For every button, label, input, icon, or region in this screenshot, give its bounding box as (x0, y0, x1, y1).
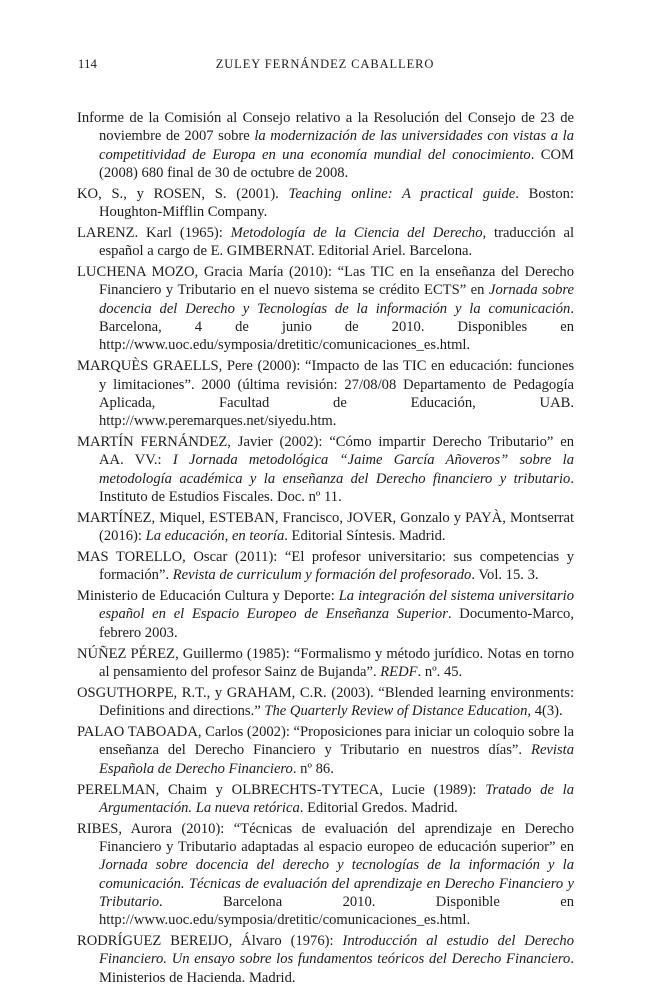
reference-text: . Vol. 15. 3. (471, 567, 539, 584)
reference-entry (77, 357, 574, 430)
reference-entry (77, 684, 574, 721)
reference-text: MARTÍN FERNÁNDEZ, Javier (2002): “Cómo impartir Derecho Tributario” en AA. VV.: (77, 434, 574, 469)
reference-text: PERELMAN, Chaim y OLBRECHTS-TYTECA, Lucie (1989): (77, 781, 486, 798)
reference-entry (77, 723, 574, 778)
reference-entry (77, 781, 574, 818)
reference-text: . Editorial Síntesis. Madrid. (284, 528, 446, 545)
reference-text: LUCHENA MOZO, Gracia María (2010): “Las TIC en la enseñanza del Derecho Financiero y Tributario en el nuevo sistema se crédito ECTS” en (77, 264, 574, 299)
reference-entry (77, 263, 574, 354)
reference-title-italic: I Jornada metodológica “Jaime García Añoveros” sobre la metodología académica y la enseñanza del Derecho financiero y tributario (99, 452, 574, 487)
reference-text: . COM (2008) 680 final de 30 de octubre de 2008. (99, 146, 574, 181)
reference-text: . Boston: Houghton-Mifflin Company. (99, 185, 574, 221)
reference-text: MAS TORELLO, Oscar (2011): “El profesor universitario: sus competencias y formación”. (77, 548, 574, 584)
reference-title-italic: La educación, en teoría (145, 528, 285, 545)
reference-title-italic: The Quarterly Review of Distance Education (264, 703, 528, 720)
reference-text: . Ministerios de Hacienda. Madrid. (99, 951, 574, 986)
reference-title-italic: Revista Española de Derecho Financiero (99, 742, 574, 777)
reference-title-italic: Metodología de la Ciencia del Derecho (230, 224, 483, 241)
reference-text: Ministerio de Educación Cultura y Deporte: (77, 588, 339, 605)
reference-title-italic: La integración del sistema universitario español en el Espacio Europeo de Enseñanza Superior (99, 588, 574, 623)
reference-entry (77, 645, 574, 682)
running-head: ZULEY FERNÁNDEZ CABALLERO (215, 57, 435, 71)
reference-title-italic: REDF (380, 663, 418, 680)
reference-entry (77, 820, 574, 930)
reference-text: . Documento-Marco, febrero 2003. (99, 606, 574, 641)
reference-title-italic: Tratado de la Argumentación. La nueva retórica (99, 781, 574, 816)
reference-text: . nº 86. (292, 760, 334, 777)
reference-text: . nº. 45. (417, 663, 463, 680)
reference-entry (77, 185, 574, 222)
reference-entry (77, 224, 574, 261)
reference-text: , 4(3). (527, 703, 563, 720)
reference-list (77, 109, 574, 990)
reference-text: NÚÑEZ PÉREZ, Guillermo (1985): “Formalismo y método jurídico. Notas en torno al pensamiento del profesor Sainz de Bujanda”. (77, 645, 574, 680)
reference-text: . Editorial Gredos. Madrid. (299, 799, 458, 816)
reference-title-italic: Introducción al estudio del Derecho Financiero. Un ensayo sobre los fundamentos teóricos del Derecho Financiero (99, 933, 574, 968)
reference-entry (77, 509, 574, 546)
reference-title-italic: Teaching online: A practical guide (288, 185, 516, 202)
reference-text: RIBES, Aurora (2010): “Técnicas de evaluación del aprendizaje en Derecho Financiero y Tributario adaptadas al espacio europeo de educación superior” en (77, 820, 574, 855)
reference-text: PALAO TABOADA, Carlos (2002): “Proposiciones para iniciar un coloquio sobre la enseñanza del Derecho Financiero y Tributario en nuestros días”. (77, 724, 574, 759)
page-number: 114 (78, 57, 98, 71)
reference-text: , traducción al español a cargo de E. GIMBERNAT. Editorial Ariel. Barcelona. (99, 224, 574, 260)
page-header (78, 57, 572, 75)
reference-text: OSGUTHORPE, R.T., y GRAHAM, C.R. (2003). “Blended learning environments: Definitions and directions.” (77, 684, 574, 720)
reference-text: RODRÍGUEZ BEREIJO, Álvaro (1976): (77, 933, 343, 950)
reference-text: MARTÍNEZ, Miquel, ESTEBAN, Francisco, JOVER, Gonzalo y PAYÀ, Montserrat (2016): (77, 509, 574, 545)
reference-text: Informe de la Comisión al Consejo relativo a la Resolución del Consejo de 23 de noviembre de 2007 sobre (77, 110, 574, 145)
reference-text: . Barcelona, 4 de junio de 2010. Disponibles en http://www.uoc.edu/symposia/dretitic/comunicaciones_es.html. (99, 300, 574, 354)
reference-title-italic: la modernización de las universidades con vistas a la competitividad de Europa en una economía mundial del conocimiento (99, 128, 574, 163)
reference-text: LARENZ. Karl (1965): (77, 224, 231, 241)
reference-text: MARQUÈS GRAELLS, Pere (2000): “Impacto de las TIC en educación: funciones y limitaciones”. 2000 (última revisión: 27/08/08 Departamento de Pedagogía Aplicada, Facultad de Educación, UAB. http://www.peremarques.net/siyedu.htm. (77, 358, 574, 430)
reference-text: . Instituto de Estudios Fiscales. Doc. nº 11. (99, 470, 574, 505)
reference-entry (77, 548, 574, 585)
reference-entry (77, 932, 574, 987)
reference-entry (77, 109, 574, 182)
reference-entry (77, 587, 574, 642)
reference-text: . Barcelona 2010. Disponible en http://www.uoc.edu/symposia/dretitic/comunicaciones_es.html. (99, 893, 574, 929)
reference-entry (77, 433, 574, 506)
reference-title-italic: Revista de curriculum y formación del profesorado (172, 567, 472, 584)
reference-text: KO, S., y ROSEN, S. (2001). (77, 185, 289, 202)
reference-title-italic: Jornada sobre docencia del derecho y tecnologías de la información y la comunicación. Técnicas de evaluación del aprendizaje en Derecho Financiero y Tributario (99, 857, 574, 910)
reference-title-italic: Jornada sobre docencia del Derecho y Tecnologías de la información y la comunicación (99, 282, 574, 317)
